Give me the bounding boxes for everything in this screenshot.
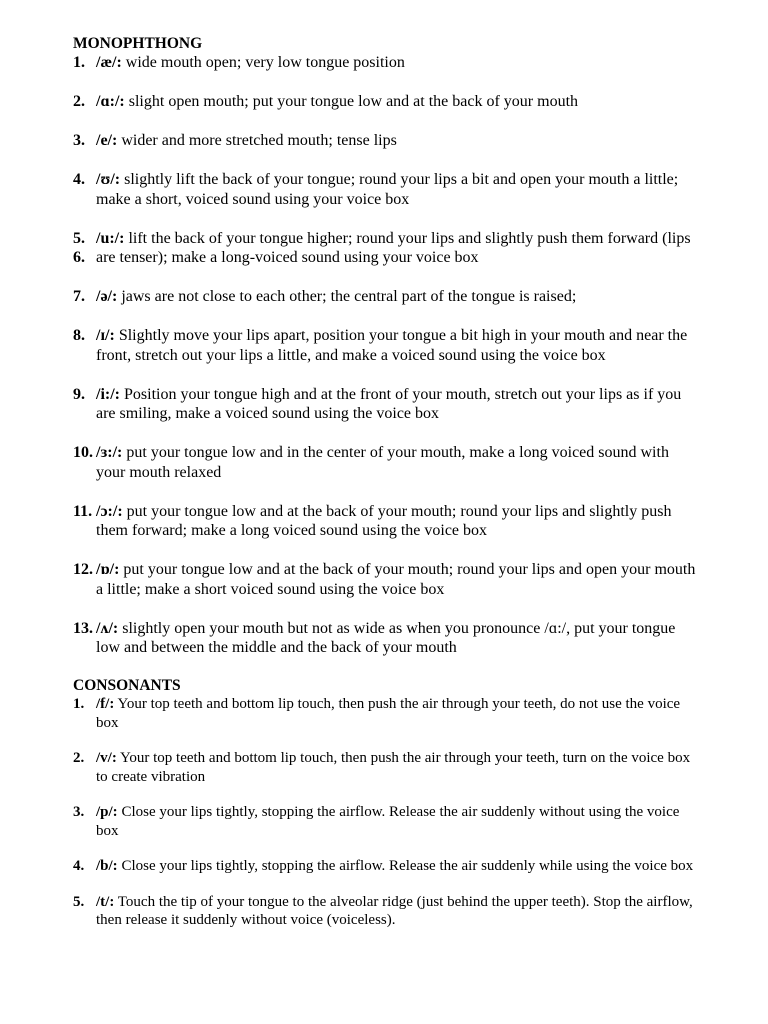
item-description: lift the back of your tongue higher; round your lips and slightly push them forward (lips are tenser); make a long-voiced sound using your voice box	[96, 229, 691, 266]
list-item	[73, 326, 698, 365]
list-item	[73, 131, 698, 151]
list-item	[73, 749, 698, 786]
phoneme-symbol: /ɪ/:	[96, 327, 115, 344]
consonants-list	[73, 695, 698, 930]
item-number: 9.	[73, 385, 85, 403]
list-item	[73, 857, 698, 876]
list-item	[73, 385, 698, 424]
item-description: Your top teeth and bottom lip touch, then push the air through your teeth, do not use the voice box	[96, 696, 681, 731]
item-description: put your tongue low and in the center of your mouth, make a long voiced sound with your mouth relaxed	[96, 444, 669, 481]
phoneme-symbol: /ə/:	[96, 288, 118, 305]
item-number: 5.	[73, 229, 85, 247]
item-description: slight open mouth; put your tongue low and at the back of your mouth	[124, 93, 579, 110]
item-description: put your tongue low and at the back of your mouth; round your lips and open your mouth a little; make a short voiced sound using the voice box	[96, 561, 696, 598]
item-number: 4.	[73, 858, 85, 874]
list-item	[73, 803, 698, 840]
item-description: Close your lips tightly, stopping the airflow. Release the air suddenly while using the voice box	[117, 858, 694, 874]
item-description: put your tongue low and at the back of your mouth; round your lips and slightly push them forward; make a long voiced sound using the voice box	[96, 502, 672, 539]
item-number: 10.	[73, 444, 93, 461]
phoneme-symbol: /æ/:	[96, 54, 122, 71]
phoneme-symbol: /t/:	[96, 893, 115, 910]
list-item	[73, 443, 698, 482]
item-number: 4.	[73, 171, 85, 188]
phoneme-symbol: /b/:	[96, 858, 118, 874]
item-description: Your top teeth and bottom lip touch, then push the air through your teeth, turn on the voice box to create vibration	[96, 750, 691, 785]
phoneme-symbol: /ɜ:/:	[96, 444, 123, 461]
item-description: Slightly move your lips apart, position your tongue a bit high in your mouth and near the front, stretch out your lips a little, and make a voiced sound using the voice box	[96, 327, 688, 364]
phoneme-symbol: /f/:	[96, 696, 115, 712]
phoneme-symbol: /v/:	[96, 750, 117, 766]
item-number-secondary: 6.	[73, 249, 85, 266]
item-number: 1.	[73, 696, 85, 712]
list-item	[73, 287, 698, 307]
phoneme-symbol: /u:/:	[96, 229, 125, 247]
item-description: Touch the tip of your tongue to the alveolar ridge (just behind the upper teeth). Stop the airflow, then release it suddenly without voice (voiceless).	[96, 893, 693, 928]
item-description: jaws are not close to each other; the central part of the tongue is raised;	[117, 288, 577, 305]
monophthong-list	[73, 53, 698, 658]
phoneme-symbol: /i:/:	[96, 385, 120, 403]
item-number: 13.	[73, 619, 93, 637]
list-item	[73, 695, 698, 732]
list-item	[73, 92, 698, 112]
list-item	[73, 170, 698, 209]
item-description: wider and more stretched mouth; tense lips	[117, 132, 397, 149]
phoneme-symbol: /p/:	[96, 804, 118, 820]
consonants-heading: CONSONANTS	[73, 677, 181, 694]
list-item	[73, 229, 698, 268]
phoneme-symbol: /ɔ:/:	[96, 502, 123, 520]
item-number: 2.	[73, 750, 85, 766]
item-number: 1.	[73, 54, 85, 71]
list-item	[73, 893, 698, 930]
item-description: wide mouth open; very low tongue position	[121, 54, 405, 71]
monophthong-heading: MONOPHTHONG	[73, 35, 203, 52]
list-item	[73, 619, 698, 658]
item-description: slightly open your mouth but not as wide as when you pronounce /ɑ:/, put your tongue low and between the middle and the back of your mouth	[96, 619, 676, 656]
item-description: Position your tongue high and at the front of your mouth, stretch out your lips as if you are smiling, make a voiced sound using the voice box	[96, 385, 682, 422]
list-item	[73, 53, 698, 73]
list-item	[73, 560, 698, 599]
item-number: 12.	[73, 561, 93, 578]
item-number: 8.	[73, 327, 85, 344]
item-number: 3.	[73, 804, 85, 820]
phoneme-symbol: /ɑ:/:	[96, 93, 125, 110]
phoneme-symbol: /ʊ/:	[96, 171, 121, 188]
item-number: 5.	[73, 893, 85, 910]
list-item	[73, 502, 698, 541]
item-number: 3.	[73, 132, 85, 149]
phoneme-symbol: /e/:	[96, 132, 118, 149]
phoneme-symbol: /ɒ/:	[96, 561, 120, 578]
phoneme-symbol: /ʌ/:	[96, 619, 119, 637]
item-number: 11.	[73, 502, 93, 520]
item-description: slightly lift the back of your tongue; round your lips a bit and open your mouth a little; make a short, voiced sound using your voice box	[96, 171, 679, 208]
document-page	[73, 34, 698, 947]
item-description: Close your lips tightly, stopping the airflow. Release the air suddenly without using the voice box	[96, 804, 680, 839]
item-number: 7.	[73, 288, 85, 305]
item-number: 2.	[73, 93, 85, 110]
